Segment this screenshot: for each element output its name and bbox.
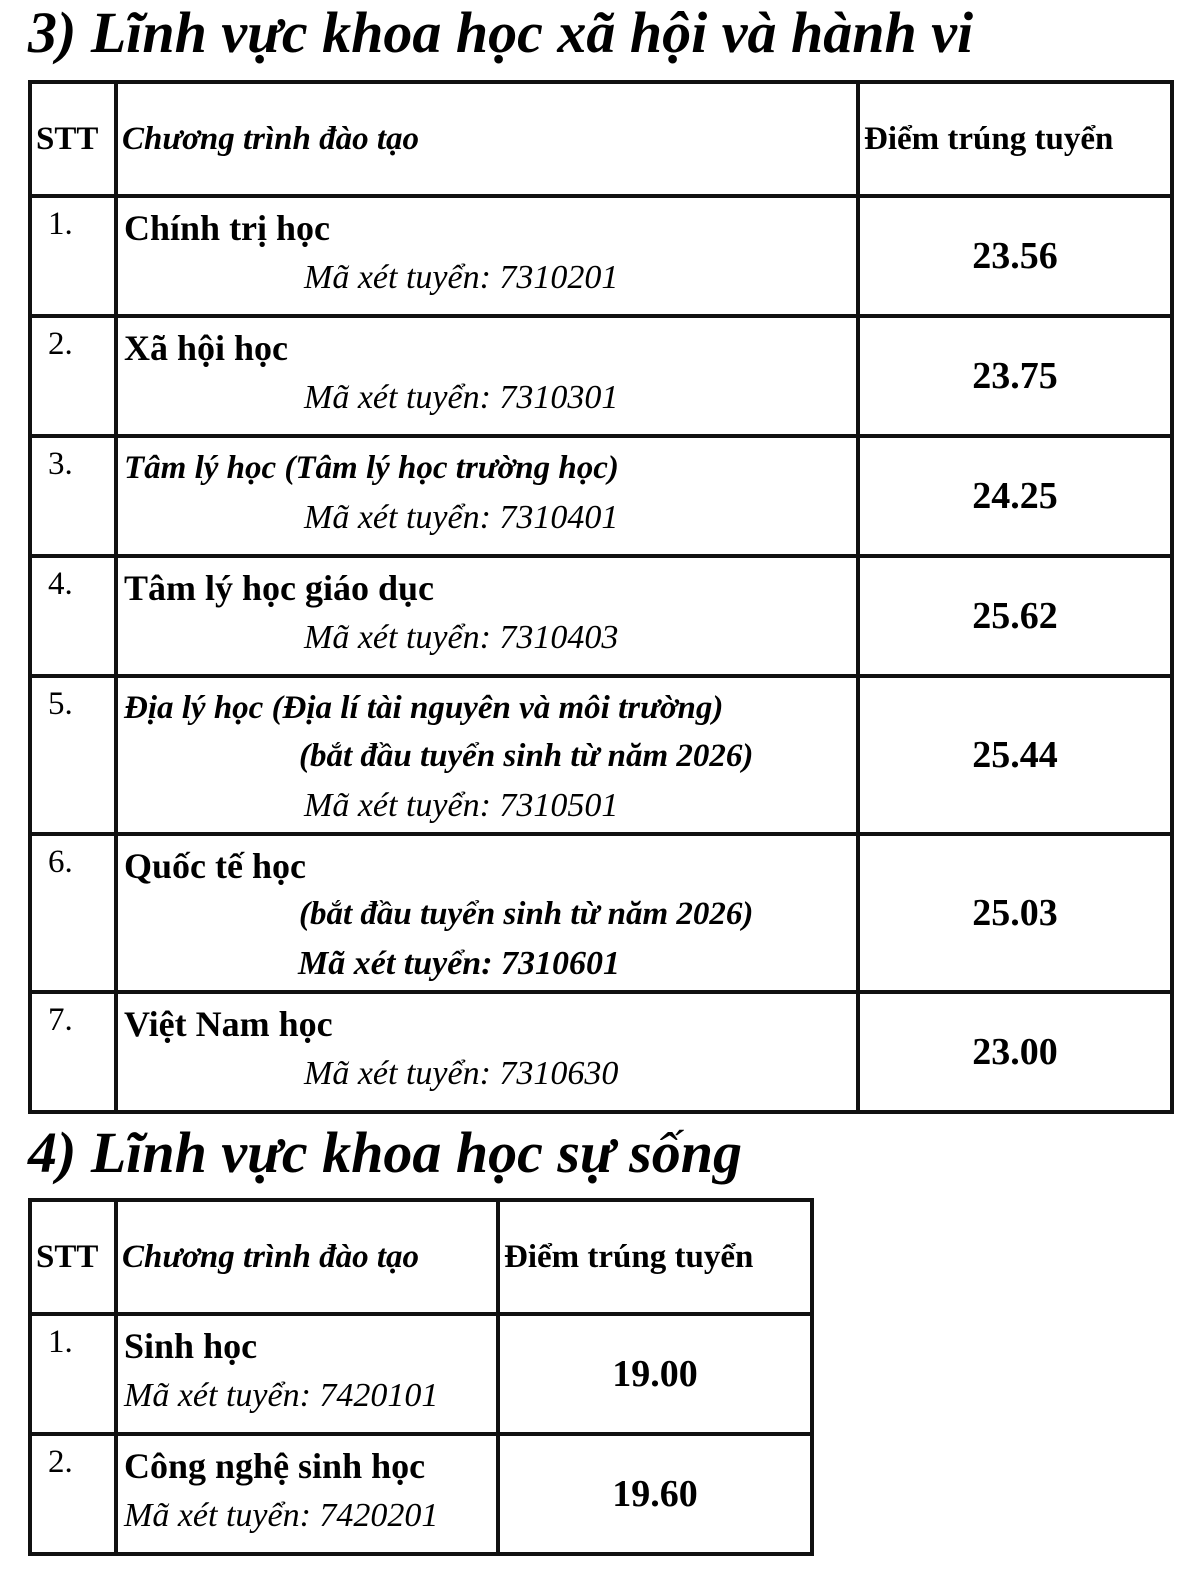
program-code: Mã xét tuyển: 7310501 [304,787,619,824]
program-name: Tâm lý học (Tâm lý học trường học) [124,450,619,486]
row-stt: 1. [30,1314,116,1434]
admission-table-life-sciences [28,1198,814,1556]
row-stt: 5. [30,676,116,834]
program-code: Mã xét tuyển: 7310403 [304,619,619,656]
row-stt: 7. [30,992,116,1112]
table-row [30,196,1172,316]
program-name: Địa lý học (Địa lí tài nguyên và môi trường) [124,690,724,726]
row-score: 24.25 [858,436,1172,556]
program-note: (bắt đầu tuyển sinh từ năm 2026) [299,738,754,774]
admission-table-social-sciences [28,80,1174,1114]
program-name: Việt Nam học [124,1004,333,1044]
program-note: (bắt đầu tuyển sinh từ năm 2026) [299,896,754,932]
row-score: 25.44 [858,676,1172,834]
program-code: Mã xét tuyển: 7310601 [298,945,621,982]
row-stt: 1. [30,196,116,316]
program-code: Mã xét tuyển: 7310301 [304,379,619,416]
row-score: 25.62 [858,556,1172,676]
row-program [116,436,858,556]
header-score: Điểm trúng tuyển [498,1200,812,1314]
row-program [116,676,858,834]
header-stt: STT [30,82,116,196]
table-row [30,556,1172,676]
header-score: Điểm trúng tuyển [858,82,1172,196]
program-code: Mã xét tuyển: 7420201 [124,1497,439,1534]
table-row [30,1314,812,1434]
header-program: Chương trình đào tạo [116,82,858,196]
table-row [30,834,1172,992]
program-code: Mã xét tuyển: 7420101 [124,1377,439,1414]
program-name: Sinh học [124,1326,258,1366]
section-heading-life-sciences: 4) Lĩnh vực khoa học sự sống [28,1120,743,1185]
program-name: Chính trị học [124,208,331,248]
row-program [116,316,858,436]
row-score: 23.56 [858,196,1172,316]
section-heading-social-sciences: 3) Lĩnh vực khoa học xã hội và hành vi [28,0,974,65]
row-score: 19.00 [498,1314,812,1434]
program-name: Xã hội học [124,328,289,368]
header-stt: STT [30,1200,116,1314]
program-name: Công nghệ sinh học [124,1446,426,1486]
row-score: 25.03 [858,834,1172,992]
row-program [116,1314,498,1434]
row-stt: 2. [30,316,116,436]
row-program [116,834,858,992]
table-row [30,436,1172,556]
table-row [30,992,1172,1112]
table-row [30,1434,812,1554]
row-program [116,992,858,1112]
row-program [116,1434,498,1554]
table-row [30,316,1172,436]
row-score: 23.75 [858,316,1172,436]
program-code: Mã xét tuyển: 7310401 [304,499,619,536]
row-program [116,556,858,676]
row-score: 23.00 [858,992,1172,1112]
program-code: Mã xét tuyển: 7310201 [304,259,619,296]
row-stt: 4. [30,556,116,676]
row-stt: 3. [30,436,116,556]
table-row [30,676,1172,834]
program-code: Mã xét tuyển: 7310630 [304,1055,619,1092]
row-stt: 2. [30,1434,116,1554]
program-name: Quốc tế học [124,846,306,886]
program-name: Tâm lý học giáo dục [124,568,435,608]
table-header-row [30,82,1172,196]
header-program: Chương trình đào tạo [116,1200,498,1314]
row-score: 19.60 [498,1434,812,1554]
row-stt: 6. [30,834,116,992]
table-header-row [30,1200,812,1314]
row-program [116,196,858,316]
